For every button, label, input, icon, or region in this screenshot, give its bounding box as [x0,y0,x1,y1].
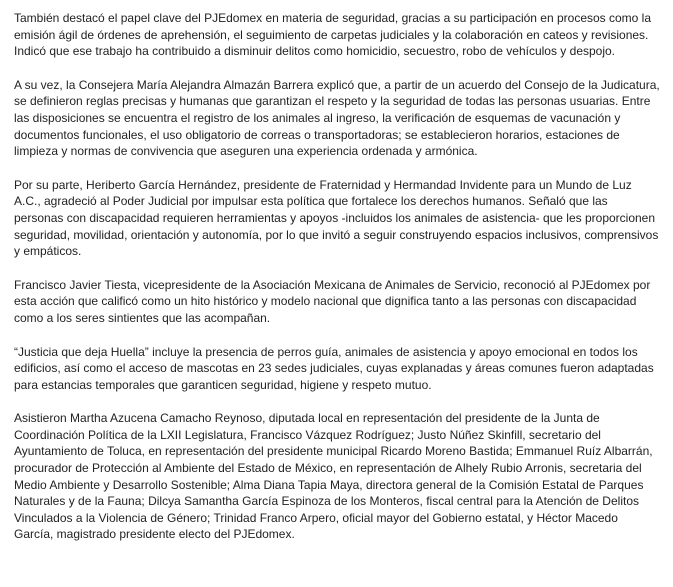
article-paragraph: Francisco Javier Tiesta, vicepresidente de la Asociación Mexicana de Animales de Servicio, reconoció al PJEdomex por esta acción que calificó como un hito histórico y modelo nacional que dignifica tanto a las personas con discapacidad como a los seres sintientes que las acompañan. [14,277,651,325]
article-paragraph: A su vez, la Consejera María Alejandra Almazán Barrera explicó que, a partir de un acuerdo del Consejo de la Judicatura, se definieron reglas precisas y humanas que garantizan el respeto y la seguridad de todas las personas usuarias. Entre las disposiciones se encuentra el registro de los animales al ingreso, la verificación de esquemas de vacunación y documentos funcionales, el uso obligatorio de correas o transportadoras; se establecieron horarios, estaciones de limpieza y normas de convivencia que aseguren una experiencia ordenada y armónica. [14,77,660,159]
article-paragraph: Asistieron Martha Azucena Camacho Reynoso, diputada local en representación del presidente de la Junta de Coordinación Política de la LXII Legislatura, Francisco Vázquez Rodríguez; Justo Núñez Skinfill, secretario del Ayuntamiento de Toluca, en representación del presidente municipal Ricardo Moreno Bastida; Emmanuel Ruíz Albarrán, procurador de Protección al Ambiente del Estado de México, en representación de Alhely Rubio Arronis, secretaria del Medio Ambiente y Desarrollo Sostenible; Alma Diana Tapia Maya, directora general de la Comisión Estatal de Parques Naturales y de la Fauna; Dilcya Samantha García Espinoza de los Monteros, fiscal central para la Atención de Delitos Vinculados a la Violencia de Género; Trinidad Franco Arpero, oficial mayor del Gobierno estatal, y Héctor Macedo García, magistrado presidente electo del PJEdomex. [14,411,653,542]
article-paragraph: “Justicia que deja Huella” incluye la presencia de perros guía, animales de asistencia y apoyo emocional en todos los edificios, así como el acceso de mascotas en 23 sedes judiciales, cuyas explanadas y áreas comunes fueron adaptadas para estancias temporales que garanticen seguridad, higiene y respeto mutuo. [14,344,654,392]
article-paragraph: Por su parte, Heriberto García Hernández, presidente de Fraternidad y Hermandad Invidente para un Mundo de Luz A.C., agradeció al Poder Judicial por impulsar esta política que fortalece los derechos humanos. Señaló que las personas con discapacidad requieren herramientas y apoyos -incluidos los animales de asistencia- que les proporcionen seguridad, movilidad, orientación y autonomía, por lo que invitó a seguir construyendo espacios inclusivos, comprensivos y empáticos. [14,177,659,259]
article-body [14,10,660,543]
article-paragraph: También destacó el papel clave del PJEdomex en materia de seguridad, gracias a su participación en procesos como la emisión ágil de órdenes de aprehensión, el seguimiento de carpetas judiciales y la colaboración en cateos y revisiones. Indicó que ese trabajo ha contribuido a disminuir delitos como homicidio, secuestro, robo de vehículos y despojo. [14,11,652,59]
